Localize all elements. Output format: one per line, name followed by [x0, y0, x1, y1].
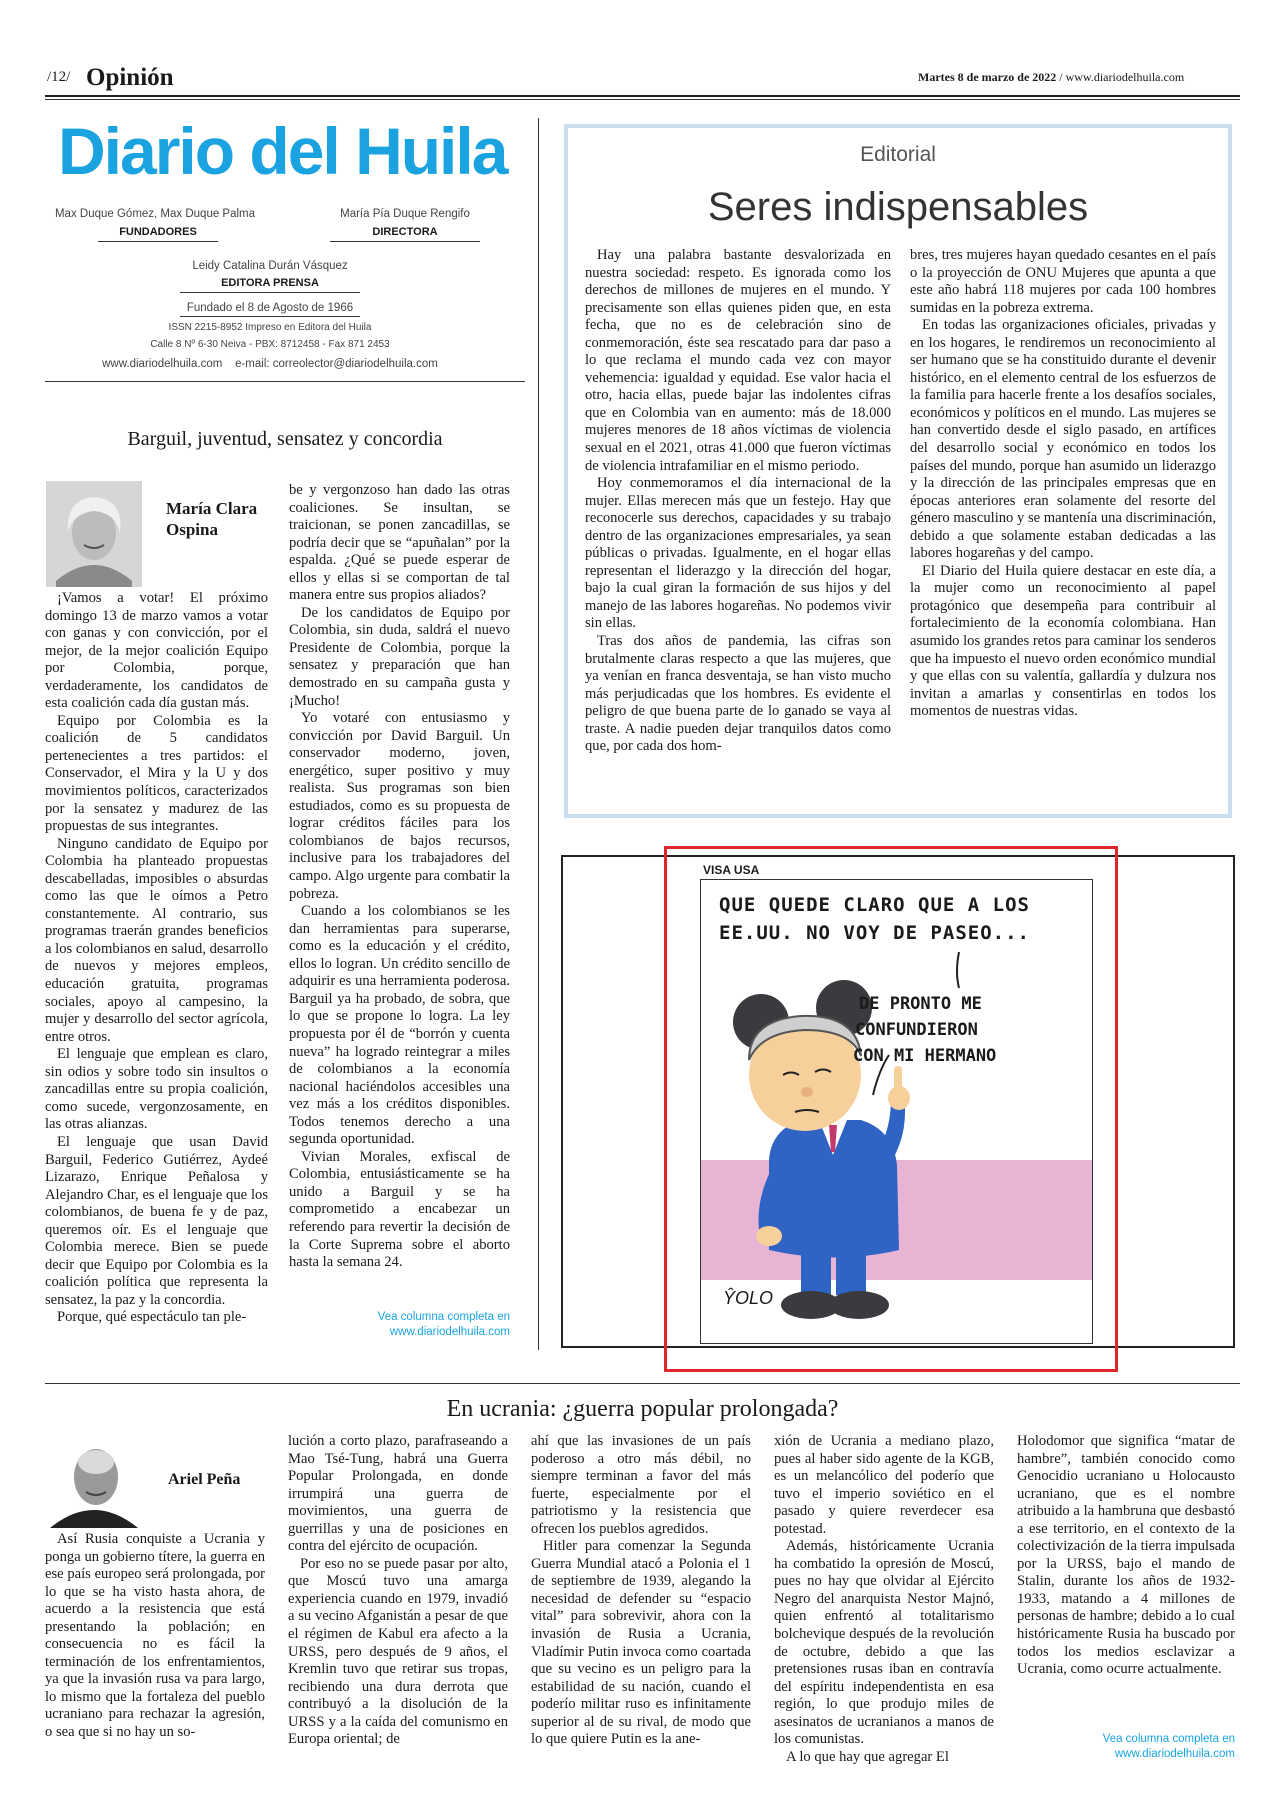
speech-bubble-line: CON MI HERMANO [853, 1046, 997, 1066]
paragraph: ¡Vamos a votar! El próximo domingo 13 de marzo vamos a votar con ganas y con convicción, por el mejor, de la mejor coalición Equipo por Colombia, porque, verdaderamente, los candidatos de esta coalición cada día gustan más. [45, 590, 268, 712]
issue-date: Martes 8 de marzo de 2022 / www.diariodelhuila.com [918, 70, 1185, 84]
paragraph: be y vergonzoso han dado las otras coaliciones. Se insultan, se traicionan, se ponen zancadillas, se podría decir que se “apuñalan” por la espalda. ¿Qué se puede esperar de ellos y ellas si se comportan de tal manera entre sus propios aliados? [289, 482, 510, 604]
article-headline: En ucrania: ¿guerra popular prolongada? [446, 1396, 839, 1422]
paragraph: bres, tres mujeres hayan quedado cesantes en el país o la proyección de ONU Mujeres que apunta a que este año habrá 118 mujeres por cada 100 hombres sumidas en la pobreza extrema. [910, 247, 1216, 316]
article-column-3 [531, 1433, 751, 1749]
paragraph: Holodomor que significa “matar de hambre”, también conocido como Genocidio ucraniano u Holocausto ucraniano, que es el nombre atribuido a la hambruna que desbastó a ese territorio, en el contexto de la colectivización de la tierra impulsada por la URSS, bajo el mando de Stalin, durante los años de 1932-1933, matando a 4 millones de personas de hambre; debido a lo cual históricamente Rusia ha buscado por todos los medios esclavizar a Ucrania, como ocurre actualmente. [1017, 1433, 1235, 1678]
founded-date: Fundado el 8 de Agosto de 1966 [180, 302, 360, 317]
paragraph: Ninguno candidato de Equipo por Colombia ha planteado propuestas descabelladas, imposibles o absurdas como las que le oímos a Petro constantemente. Al contrario, sus programas traerán grandes beneficios a los colombianos en salud, desarrollo de nuevos y mejores empleos, educación gratuita, programas sociales, apoyo al campesino, la mujer y desarrollo del sector agrícola, entre otros. [45, 835, 268, 1045]
read-more-link[interactable]: Vea columna completa en www.diariodelhuila.com [377, 1311, 510, 1338]
newspaper-logo: Diario del Huila [58, 114, 507, 188]
article-column-2 [289, 482, 510, 1272]
editorial-column-1 [585, 247, 891, 756]
editorial-column-2 [910, 247, 1216, 721]
paragraph: De los candidatos de Equipo por Colombia, sin duda, saldrá el nuevo Presidente de Colombia, porque la sensatez y preparación que han demostrado en su campaña gusta y ¡Mucho! [289, 604, 510, 709]
paragraph: Hoy conmemoramos el día internacional de la mujer. Ellas merecen más que un festejo. Hay que reconocerle sus derechos, capacidades y su trabajo dentro de las organizaciones empresariales, ya sean públicas o privadas. Igualmente, en el hogar ellas representan el liderazgo y la dirección del hogar, bajo la cual giran la formación de sus hijos y del manejo de las labores hogareñas. No podemos vivir sin ellas. [585, 475, 891, 632]
article-column-4 [774, 1433, 994, 1766]
article-headline: Barguil, juventud, sensatez y concordia [127, 428, 443, 450]
director-name: María Pía Duque Rengifo [340, 208, 470, 220]
author-photo [46, 481, 142, 587]
read-more-link[interactable]: Vea columna completa en www.diariodelhuila.com [1102, 1733, 1235, 1760]
article-column-1 [45, 1531, 265, 1742]
paragraph: Así Rusia conquiste a Ucrania y ponga un gobierno títere, la guerra en ese país europeo será prolongada, por lo que se ha visto hasta ahora, de acuerdo a la resistencia que está presentando la población; en consecuencia no es fácil la terminación de los enfrentamientos, ya que la invasión rusa va para largo, lo mismo que la fortaleza del pueblo ucraniano para rechazar la agresión, o sea que si no hay un so- [45, 1531, 265, 1741]
cartoonist-signature: ŶOLO [723, 1288, 774, 1308]
paragraph: xión de Ucrania a mediano plazo, pues al haber sido agente de la KGB, es un melancólico del poderío que tuvo el imperio soviético en el pasado y quiere reverdecer esa potestad. [774, 1433, 994, 1537]
speech-bubble-line: DE PRONTO ME [859, 994, 982, 1014]
paragraph: Vivian Morales, exfiscal de Colombia, entusiásticamente se ha unido a Barguil y se ha comprometido a encabezar un referendo para revertir la decisión de la Corte Suprema sobre el aborto hasta la semana 24. [289, 1148, 510, 1271]
address-line: Calle 8 Nº 6-30 Neiva - PBX: 8712458 - Fax 871 2453 [150, 339, 390, 350]
cartoon-label: VISA USA [703, 863, 760, 877]
paragraph: Tras dos años de pandemia, las cifras son brutalmente claras respecto a que las mujeres, que ya venían en franca desventaja, se han visto mucho más perjudicadas que los hombres. Es evidente el peligro de que buena parte de lo ganado se vaya al traste. A nadie pueden dejar tranquilos datos como que, por cada dos hom- [585, 633, 891, 755]
article-column-5 [1017, 1433, 1235, 1679]
paragraph: En todas las organizaciones oficiales, privadas y en los hogares, le rendiremos un reconocimiento al ser humano que se ha constituido durante el devenir histórico, en el elemento central de los esfuerzos de la familia para hacerle frente a los desafíos sociales, económicos y políticos en el mundo. Las mujeres se han convertido desde el siglo pasado, en artífices del desarrollo social y económico en todos los países del mundo, porque han asumido un liderazgo y la dirección de las principales empresas que en épocas anteriores eran solamente del resorte del género masculino y se mantenía una discriminación, debido a que solamente estaban dedicadas a las labores hogareñas y del campo. [910, 317, 1216, 562]
speech-bubble-line: EE.UU. NO VOY DE PASEO... [719, 922, 1030, 944]
founders-role: FUNDADORES [98, 226, 218, 242]
article-column-1 [45, 590, 268, 1327]
paragraph: El Diario del Huila quiere destacar en este día, a la mujer como un reconocimiento al papel protagónico que desempeña para contribuir al fortalecimiento de la economía colombiana. Han asumido los grandes retos para caminar los senderos que ha impuesto el nuevo orden económico mundial y que ellas con su valentía, gallardía y dulzura nos invitan a amarlas y consentirlas en todos los momentos de nuestras vidas. [910, 562, 1216, 720]
paragraph: Porque, qué espectáculo tan ple- [57, 1309, 247, 1326]
section-title: Opinión [86, 64, 174, 91]
paragraph: Además, históricamente Ucrania ha combatido la opresión de Moscú, pues no hay que olvidar al Ejército Negro del anarquista Nestor Majnó, quien enfrentó al totalitarismo bolchevique después de la revolución de octubre, debido a que las pretensiones rusas iban en contravía del espíritu independentista en esa región, lo que produjo miles de asesinatos de ucranianos a manos de los comunistas. [774, 1538, 994, 1748]
paragraph: Hitler para comenzar la Segunda Guerra Mundial atacó a Polonia el 1 de septiembre de 1939, alegando la necesidad de defender su “espacio vital” para sobrevivir, ahora con la invasión de Rusia a Ucrania, Vladímir Putin invoca como coartada que su vecino es un peligro para la estabilidad de su nación, cuando el poderío militar ruso es infinitamente superior al de su rival, de modo que lo que quiere Putin es la ane- [531, 1538, 751, 1748]
author-name: Ariel Peña [168, 1471, 241, 1488]
editorial-label: Editorial [860, 143, 936, 166]
paragraph: El lenguaje que usan David Barguil, Federico Gutiérrez, Aydeé Lizarazo, Enrique Peñalosa y Alejandro Char, es el lenguaje que los colombianos, de buena fe y de paz, queremos oír. Es el lenguaje que Colombia merece. Bien se puede decir que Equipo por Colombia es la coalición política que representa la sensatez, la paz y la concordia. [45, 1133, 268, 1308]
contact-line: www.diariodelhuila.com e-mail: correolector@diariodelhuila.com [102, 358, 438, 370]
director-role: DIRECTORA [330, 226, 480, 242]
founders-names: Max Duque Gómez, Max Duque Palma [54, 208, 256, 220]
paragraph: Hay una palabra bastante desvalorizada en nuestra sociedad: respeto. Es ignorada como los derechos de millones de mujeres en el mundo. Y precisamente son ellas quienes piden que, en esta fecha, que no es de celebración sino de conmemoración, éste sea rescatado para dar paso a lo que reclama el mundo cada vez con mayor vehemencia: igualdad y equidad. Ese valor hacia el otro, hacia ellas, puede bajar las indolentes cifras que en Colombia van en aumento: más de 18.000 mujeres menores de 18 años víctimas de violencia sexual en el 2021, otras 41.000 que fueron víctimas de violencia intrafamiliar en el mismo periodo. [585, 247, 891, 474]
paragraph: El lenguaje que emplean es claro, sin odios y sobre todo sin insultos o zancadillas entre su propia coalición, como sucede, vergonzosamente, en las otras alianzas. [45, 1046, 268, 1133]
editor-role: EDITORA PRENSA [180, 277, 360, 293]
page-number: /12/ [47, 69, 71, 85]
paragraph: A lo que hay que agregar El [786, 1748, 949, 1765]
paragraph: Por eso no se puede pasar por alto, que Moscú tuvo una amarga experiencia cuando en 1979, invadió a su vecino Afganistán a pesar de que el régimen de Kabul era afecto a la URSS, pero después de 9 años, el Kremlin tuvo que retirar sus tropas, recibiendo una dura derrota que contribuyó a la disolución de la URSS y a la caída del comunismo en Europa oriental; de [288, 1555, 508, 1748]
editorial-title: Seres indispensables [707, 185, 1089, 229]
paragraph: lución a corto plazo, parafraseando a Mao Tsé-Tung, habrá una Guerra Popular Prolongada, en donde irrumpirá una guerra de movimientos, una guerra de guerrillas y una de posiciones en contra del ejército de ocupación. [288, 1433, 508, 1555]
editor-name: Leidy Catalina Durán Vásquez [192, 260, 348, 272]
paragraph: ahí que las invasiones de un país poderoso a otro más débil, no siempre terminan a favor del más fuerte, especialmente por el patriotismo y la resistencia que ofrecen los pueblos agredidos. [531, 1433, 751, 1537]
speech-bubble-line: CONFUNDIERON [855, 1020, 978, 1040]
author-name: María Clara Ospina [166, 499, 258, 539]
paragraph: Equipo por Colombia es la coalición de 5 candidatos pertenecientes a tres partidos: el Conservador, el Mira y la U y dos movimientos políticos, caracterizados por la sensatez y madurez de las propuestas de sus integrantes. [45, 712, 268, 835]
article-column-2 [288, 1433, 508, 1749]
paragraph: Yo votaré con entusiasmo y convicción por David Barguil. Un conservador moderno, joven, energético, super positivo y muy realista. Sus programas son bien estudiados, como es su propuesta de lograr créditos fáciles para los colombianos de bajos recursos, inclusive para los trabajadores del campo. Algo urgente para combatir la pobreza. [289, 710, 510, 902]
issn-line: ISSN 2215-8952 Impreso en Editora del Huila [168, 322, 372, 333]
speech-bubble-line: QUE QUEDE CLARO QUE A LOS [719, 894, 1030, 916]
paragraph: Cuando a los colombianos se les dan herramientas para superarse, como es la educación y el crédito, ellos lo logran. Un crédito sencillo de adquirir es una herramienta poderosa. Barguil ya ha probado, de sobra, que lo que se propone lo logra. La ley propuesta por él de “borrón y cuenta nueva” ha logrado reintegrar a miles de colombianos a la economía nacional haciéndolos accesibles una vez más a los créditos disponibles. Todos tenemos derecho a una segunda oportunidad. [289, 903, 510, 1148]
author-photo [46, 1432, 142, 1528]
cartoon-panel [700, 879, 1093, 1344]
